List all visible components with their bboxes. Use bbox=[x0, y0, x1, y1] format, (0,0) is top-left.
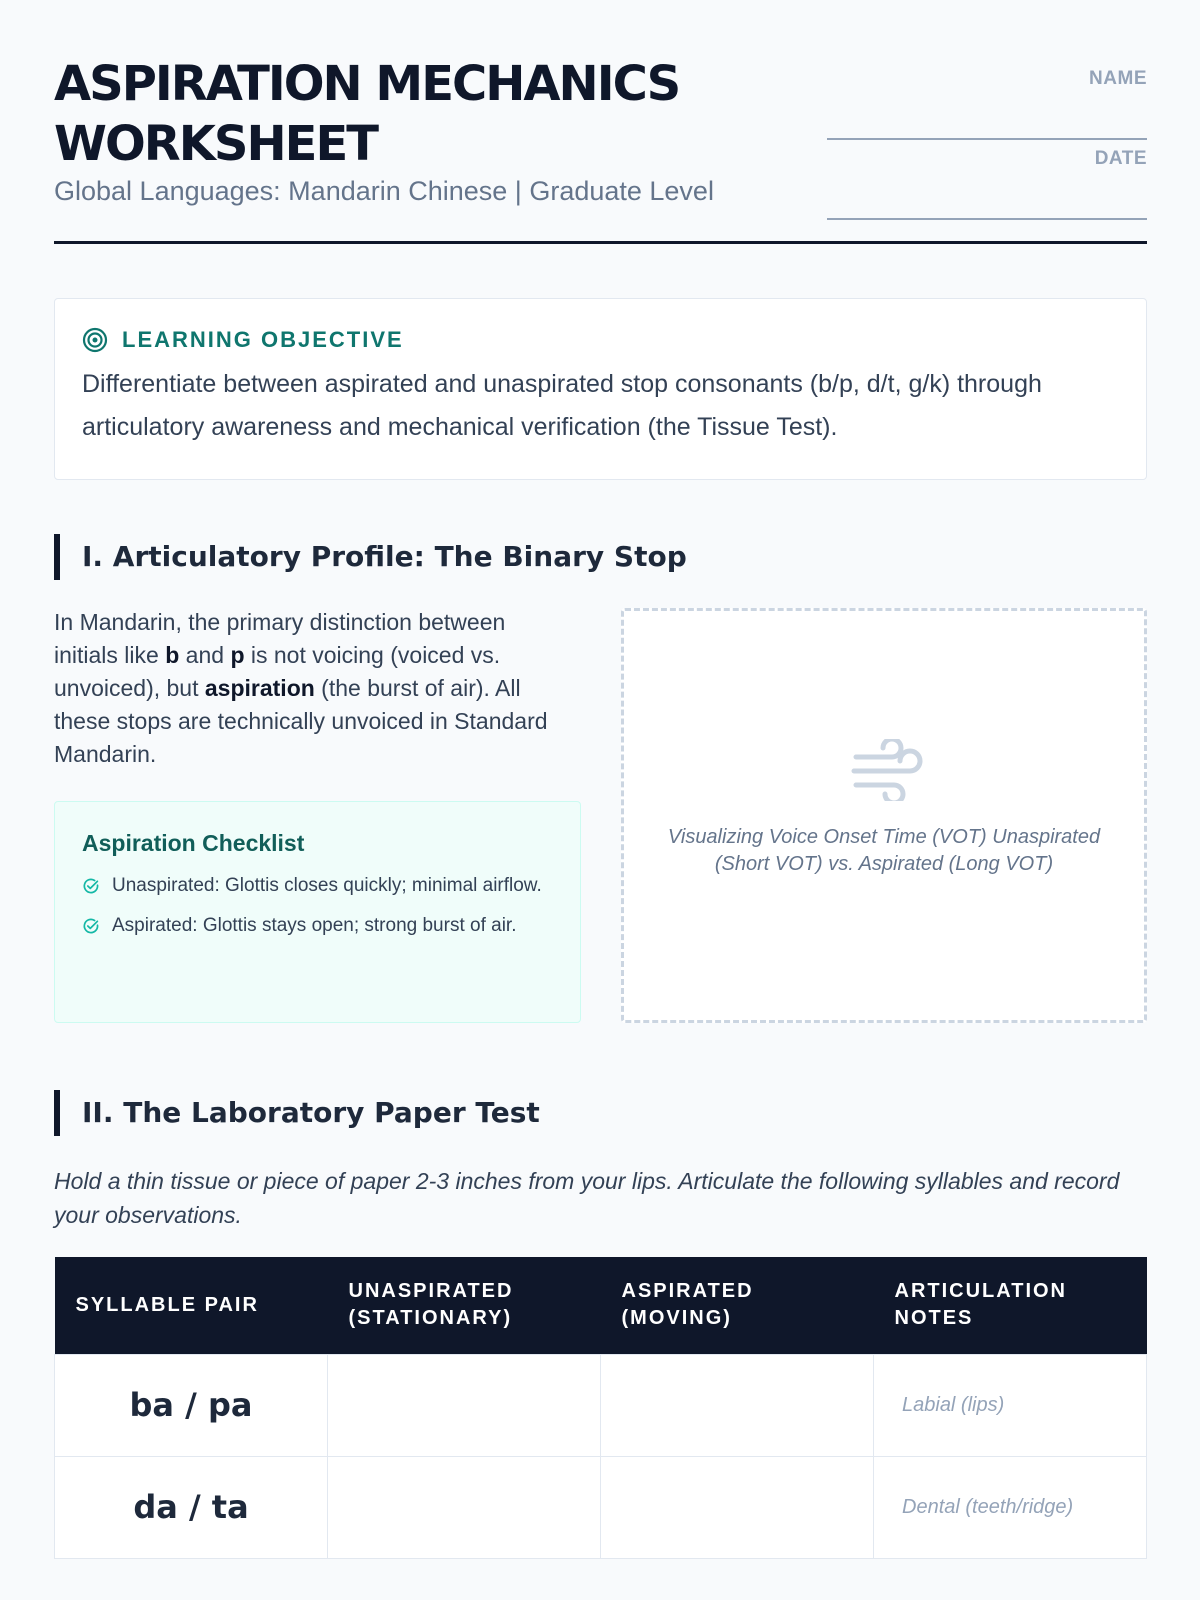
page-title: ASPIRATION MECHANICS WORKSHEET bbox=[54, 56, 680, 172]
objective-header bbox=[82, 327, 1119, 353]
date-field[interactable] bbox=[827, 140, 1147, 220]
intro-bold-aspiration: aspiration bbox=[204, 675, 315, 701]
student-fields bbox=[827, 60, 1147, 220]
paper-test-instructions: Hold a thin tissue or piece of paper 2-3 inches from your lips. Articulate the following syllables and record your observations. bbox=[54, 1168, 1120, 1228]
intro-text-1: In Mandarin, the primary distinction between initials like bbox=[54, 609, 506, 668]
objective-text: Differentiate between aspirated and unaspirated stop consonants (b/p, d/t, g/k) through articulatory awareness and mechanical verification (the Tissue Test). bbox=[82, 370, 1042, 441]
checklist-item bbox=[82, 913, 553, 939]
aspirated-observation-cell[interactable] bbox=[601, 1354, 874, 1456]
intro-paragraph bbox=[54, 606, 574, 771]
column-header-articulation-notes: ARTICULATION NOTES bbox=[874, 1257, 1147, 1354]
vot-caption: Visualizing Voice Onset Time (VOT) Unaspirated (Short VOT) vs. Aspirated (Long VOT) bbox=[667, 826, 1101, 875]
syllable-pair-cell: ba / pa bbox=[55, 1354, 328, 1456]
intro-text-3: is not voicing (voiced vs. unvoiced), but bbox=[54, 642, 501, 701]
checklist-item bbox=[82, 873, 553, 899]
objective-title: LEARNING OBJECTIVE bbox=[122, 327, 404, 352]
wind-icon bbox=[850, 739, 926, 801]
intro-text-4: (the burst of air). All these stops are technically unvoiced in Standard Mandarin. bbox=[54, 675, 548, 767]
aspirated-observation-cell[interactable] bbox=[601, 1456, 874, 1558]
table-row bbox=[55, 1456, 1147, 1558]
table-row bbox=[55, 1354, 1147, 1456]
syllable-pair-cell: da / ta bbox=[55, 1456, 328, 1558]
section-heading-paper-test: II. The Laboratory Paper Test bbox=[54, 1090, 540, 1136]
unaspirated-observation-cell[interactable] bbox=[328, 1456, 601, 1558]
worksheet-header bbox=[54, 0, 1147, 244]
date-label: DATE bbox=[1094, 148, 1147, 169]
checklist-items bbox=[82, 873, 553, 939]
checklist-item-text: Aspirated: Glottis stays open; strong burst of air. bbox=[112, 915, 517, 936]
checklist-item-text: Unaspirated: Glottis closes quickly; minimal airflow. bbox=[112, 875, 542, 896]
articulation-note-cell: Labial (lips) bbox=[874, 1354, 1147, 1456]
intro-bold-p: p bbox=[230, 642, 245, 668]
page-subtitle: Global Languages: Mandarin Chinese | Graduate Level bbox=[54, 176, 714, 206]
name-label: NAME bbox=[1089, 68, 1147, 89]
intro-bold-b: b bbox=[165, 642, 180, 668]
checklist-title: Aspiration Checklist bbox=[82, 830, 305, 856]
column-header-syllable-pair: SYLLABLE PAIR bbox=[55, 1257, 328, 1354]
target-icon bbox=[82, 327, 108, 353]
intro-text-2: and bbox=[179, 642, 231, 668]
unaspirated-observation-cell[interactable] bbox=[328, 1354, 601, 1456]
vot-figure-placeholder bbox=[621, 608, 1147, 1023]
worksheet-page bbox=[54, 0, 1147, 1526]
column-header-aspirated: ASPIRATED (MOVING) bbox=[601, 1257, 874, 1354]
aspiration-checklist bbox=[54, 801, 581, 1023]
column-header-unaspirated: UNASPIRATED (STATIONARY) bbox=[328, 1257, 601, 1354]
name-field[interactable] bbox=[827, 60, 1147, 140]
articulation-note-cell: Dental (teeth/ridge) bbox=[874, 1456, 1147, 1558]
table-header-row bbox=[55, 1257, 1147, 1354]
observation-table bbox=[54, 1257, 1147, 1559]
learning-objective-box bbox=[54, 298, 1147, 480]
check-circle-icon bbox=[82, 917, 100, 935]
check-circle-icon bbox=[82, 877, 100, 895]
section-heading-articulatory-profile: I. Articulatory Profile: The Binary Stop bbox=[54, 534, 687, 580]
